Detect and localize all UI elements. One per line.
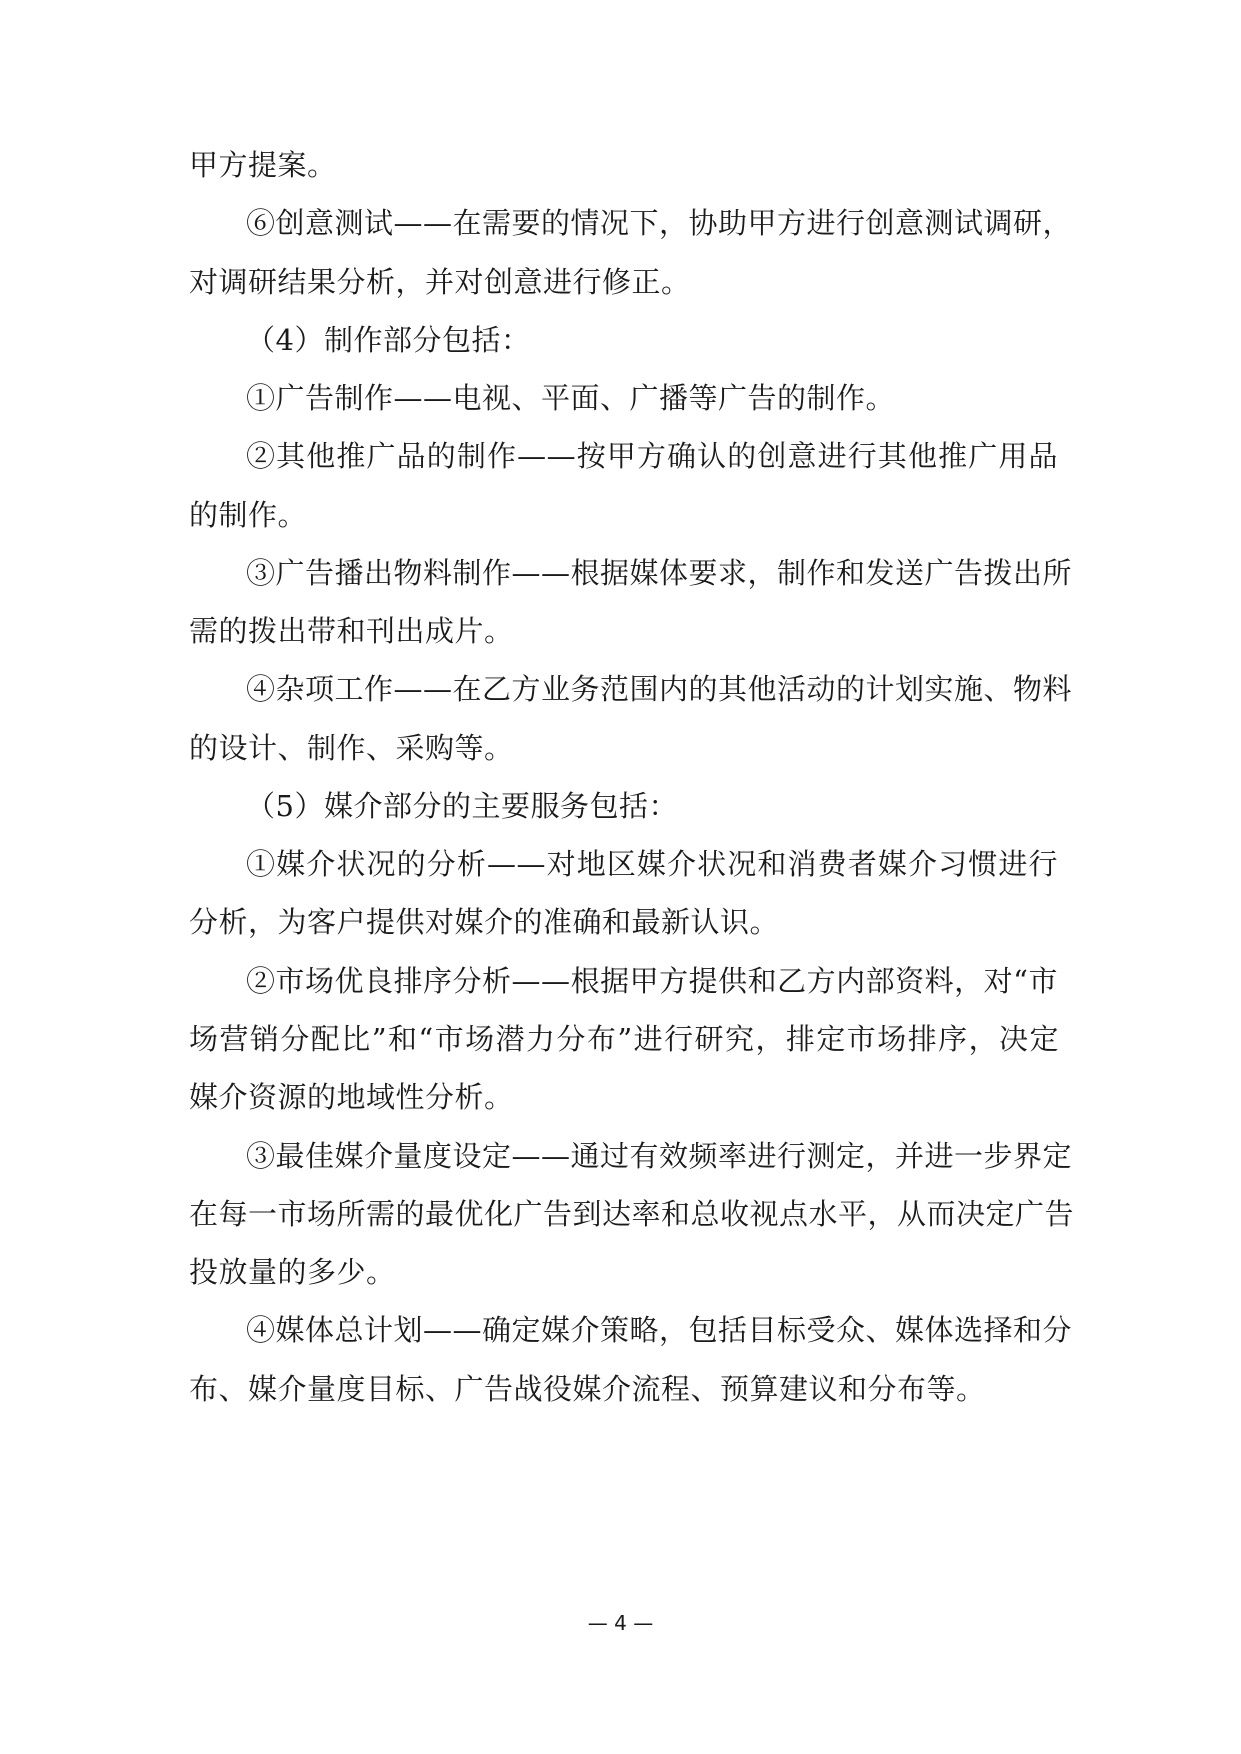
text-line: 在每一市场所需的最优化广告到达率和总收视点水平，从而决定广告 xyxy=(189,1197,1075,1231)
text-line: ③广告播出物料制作——根据媒体要求，制作和发送广告拨出所 xyxy=(246,556,1073,590)
text-line: ①广告制作——电视、平面、广播等广告的制作。 xyxy=(246,381,896,415)
text-line: 投放量的多少。 xyxy=(189,1255,396,1289)
section-heading: （4）制作部分包括： xyxy=(246,323,531,357)
text-line: ③最佳媒介量度设定——通过有效频率进行测定，并进一步界定 xyxy=(246,1139,1073,1173)
text-line: ②市场优良排序分析——根据甲方提供和乙方内部资料，对“市 xyxy=(246,964,1058,998)
text-line: ①媒介状况的分析——对地区媒介状况和消费者媒介习惯进行 xyxy=(246,847,1058,881)
text-line: 布、媒介量度目标、广告战役媒介流程、预算建议和分布等。 xyxy=(189,1372,986,1406)
text-line: 的设计、制作、采购等。 xyxy=(189,731,514,765)
text-line: 对调研结果分析，并对创意进行修正。 xyxy=(189,265,691,299)
text-line: 甲方提案。 xyxy=(189,148,337,182)
text-line: ②其他推广品的制作——按甲方确认的创意进行其他推广用品 xyxy=(246,439,1058,473)
text-line: 场营销分配比”和“市场潜力分布”进行研究，排定市场排序，决定 xyxy=(189,1022,1059,1056)
section-heading: （5）媒介部分的主要服务包括： xyxy=(246,789,678,823)
text-line: 的制作。 xyxy=(189,498,308,532)
page-number: — 4 — xyxy=(587,1611,654,1635)
text-line: 媒介资源的地域性分析。 xyxy=(189,1080,514,1114)
text-line: ⑥创意测试——在需要的情况下，协助甲方进行创意测试调研， xyxy=(246,206,1073,240)
text-line: 需的拨出带和刊出成片。 xyxy=(189,614,514,648)
text-line: ④媒体总计划——确定媒介策略，包括目标受众、媒体选择和分 xyxy=(246,1313,1073,1347)
text-line: ④杂项工作——在乙方业务范围内的其他活动的计划实施、物料 xyxy=(246,672,1073,706)
text-line: 分析，为客户提供对媒介的准确和最新认识。 xyxy=(189,905,780,939)
